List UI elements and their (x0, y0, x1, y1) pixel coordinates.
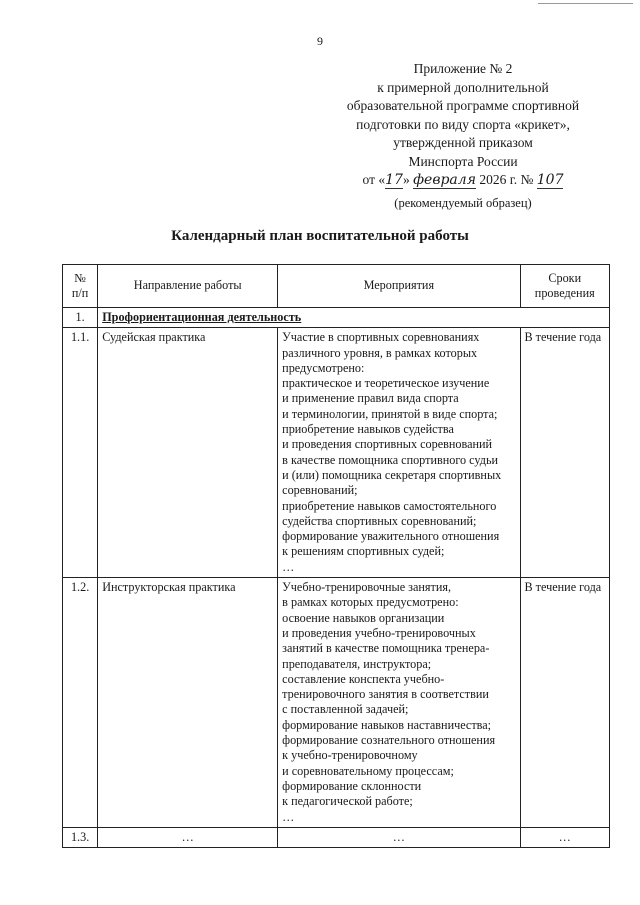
event-line: … (282, 809, 295, 824)
event-line: практическое и теоретическое изучение (282, 376, 490, 391)
event-line: составление конспекта учебно- (282, 671, 445, 686)
handwritten-month: февраля (413, 172, 476, 188)
header-term-line: Сроки (548, 270, 582, 285)
row-number: 1.1. (63, 328, 98, 578)
event-line: формирование сознательного отношения (282, 733, 496, 748)
event-line: и проведения учебно-тренировочных (282, 625, 476, 640)
table-row (63, 827, 610, 847)
event-line: приобретение навыков судейства (282, 422, 454, 437)
order-date-line (318, 171, 608, 190)
top-edge-line (538, 3, 633, 4)
table-header-row (63, 265, 610, 308)
event-line: преподавателя, инструктора; (282, 656, 432, 671)
section-row (63, 308, 610, 328)
date-mid: » (402, 172, 410, 187)
event-line: соревнований; (282, 483, 358, 498)
event-line: в рамках которых предусмотрено: (282, 595, 459, 610)
annex-line: образовательной программе спортивной (346, 98, 580, 113)
event-line: с поставленной задачей; (282, 702, 409, 717)
event-line: занятий в качестве помощника тренера- (282, 641, 490, 656)
event-line: приобретение навыков самостоятельного (282, 498, 497, 513)
event-line: в качестве помощника спортивного судьи (282, 452, 499, 467)
page-number: 9 (317, 34, 323, 48)
section-title-cell (98, 308, 610, 328)
date-prefix: от « (362, 172, 386, 187)
event-line: Участие в спортивных соревнованиях (282, 330, 480, 345)
event-line: к учебно-тренировочному (282, 748, 418, 763)
event-line: и проведения спортивных соревнований (282, 437, 493, 452)
annex-block (318, 60, 608, 190)
annex-line: подготовки по виду спорта «крикет», (356, 116, 570, 132)
event-line: и (или) помощника секретаря спортивных (282, 467, 502, 482)
handwritten-day: 17 (385, 172, 403, 188)
annex-line: к примерной дополнительной (377, 79, 549, 95)
event-line: судейства спортивных соревнований; (282, 513, 477, 528)
header-number (63, 265, 98, 308)
event-line: Учебно-тренировочные занятия, (282, 580, 452, 595)
event-line: … (282, 559, 295, 574)
row-direction: Инструкторская практика (98, 578, 278, 828)
event-line: и терминологии, принятой в виде спорта; (282, 406, 498, 421)
event-line: к решениям спортивных судей; (282, 544, 445, 559)
event-line: формирование уважительного отношения (282, 529, 500, 544)
header-events: Мероприятия (278, 265, 520, 308)
event-line: тренировочного занятия в соответствии (282, 687, 489, 702)
event-line: формирование склонности (282, 778, 422, 793)
section-title: Профориентационная деятельность (102, 310, 302, 324)
row-term: В течение года (520, 328, 610, 578)
event-line: к педагогической работе; (282, 794, 413, 809)
document-title: Календарный план воспитательной работы (171, 228, 469, 244)
header-term (520, 265, 610, 308)
table-row (63, 578, 610, 828)
header-number-line: № (74, 270, 86, 285)
row-number: 1.3. (63, 827, 98, 847)
event-line: различного уровня, в рамках которых (282, 345, 478, 360)
row-direction: … (98, 827, 278, 847)
table-row (63, 328, 610, 578)
event-line: и соревновательному процессам; (282, 763, 454, 778)
annex-line: Приложение № 2 (413, 61, 513, 76)
header-term-line: проведения (534, 286, 595, 300)
row-direction: Судейская практика (98, 328, 278, 578)
row-term: … (520, 827, 610, 847)
calendar-plan-table (62, 264, 610, 848)
event-line: и применение правил вида спорта (282, 391, 459, 406)
event-line: формирование навыков наставничества; (282, 717, 492, 732)
handwritten-number: 107 (536, 172, 564, 188)
event-line: предусмотрено: (282, 360, 365, 375)
annex-line: утвержденной приказом (393, 135, 533, 150)
header-direction: Направление работы (98, 265, 278, 308)
row-events: … (278, 827, 520, 847)
row-number: 1.2. (63, 578, 98, 828)
event-line: освоение навыков организации (282, 610, 445, 625)
row-term: В течение года (520, 578, 610, 828)
row-events (278, 578, 520, 828)
sample-note: (рекомендуемый образец) (394, 196, 532, 210)
annex-line: Минспорта России (408, 153, 518, 169)
date-year: 2026 г. № (479, 172, 534, 187)
header-number-line: п/п (71, 286, 89, 300)
section-number: 1. (63, 308, 98, 328)
row-events (278, 328, 520, 578)
